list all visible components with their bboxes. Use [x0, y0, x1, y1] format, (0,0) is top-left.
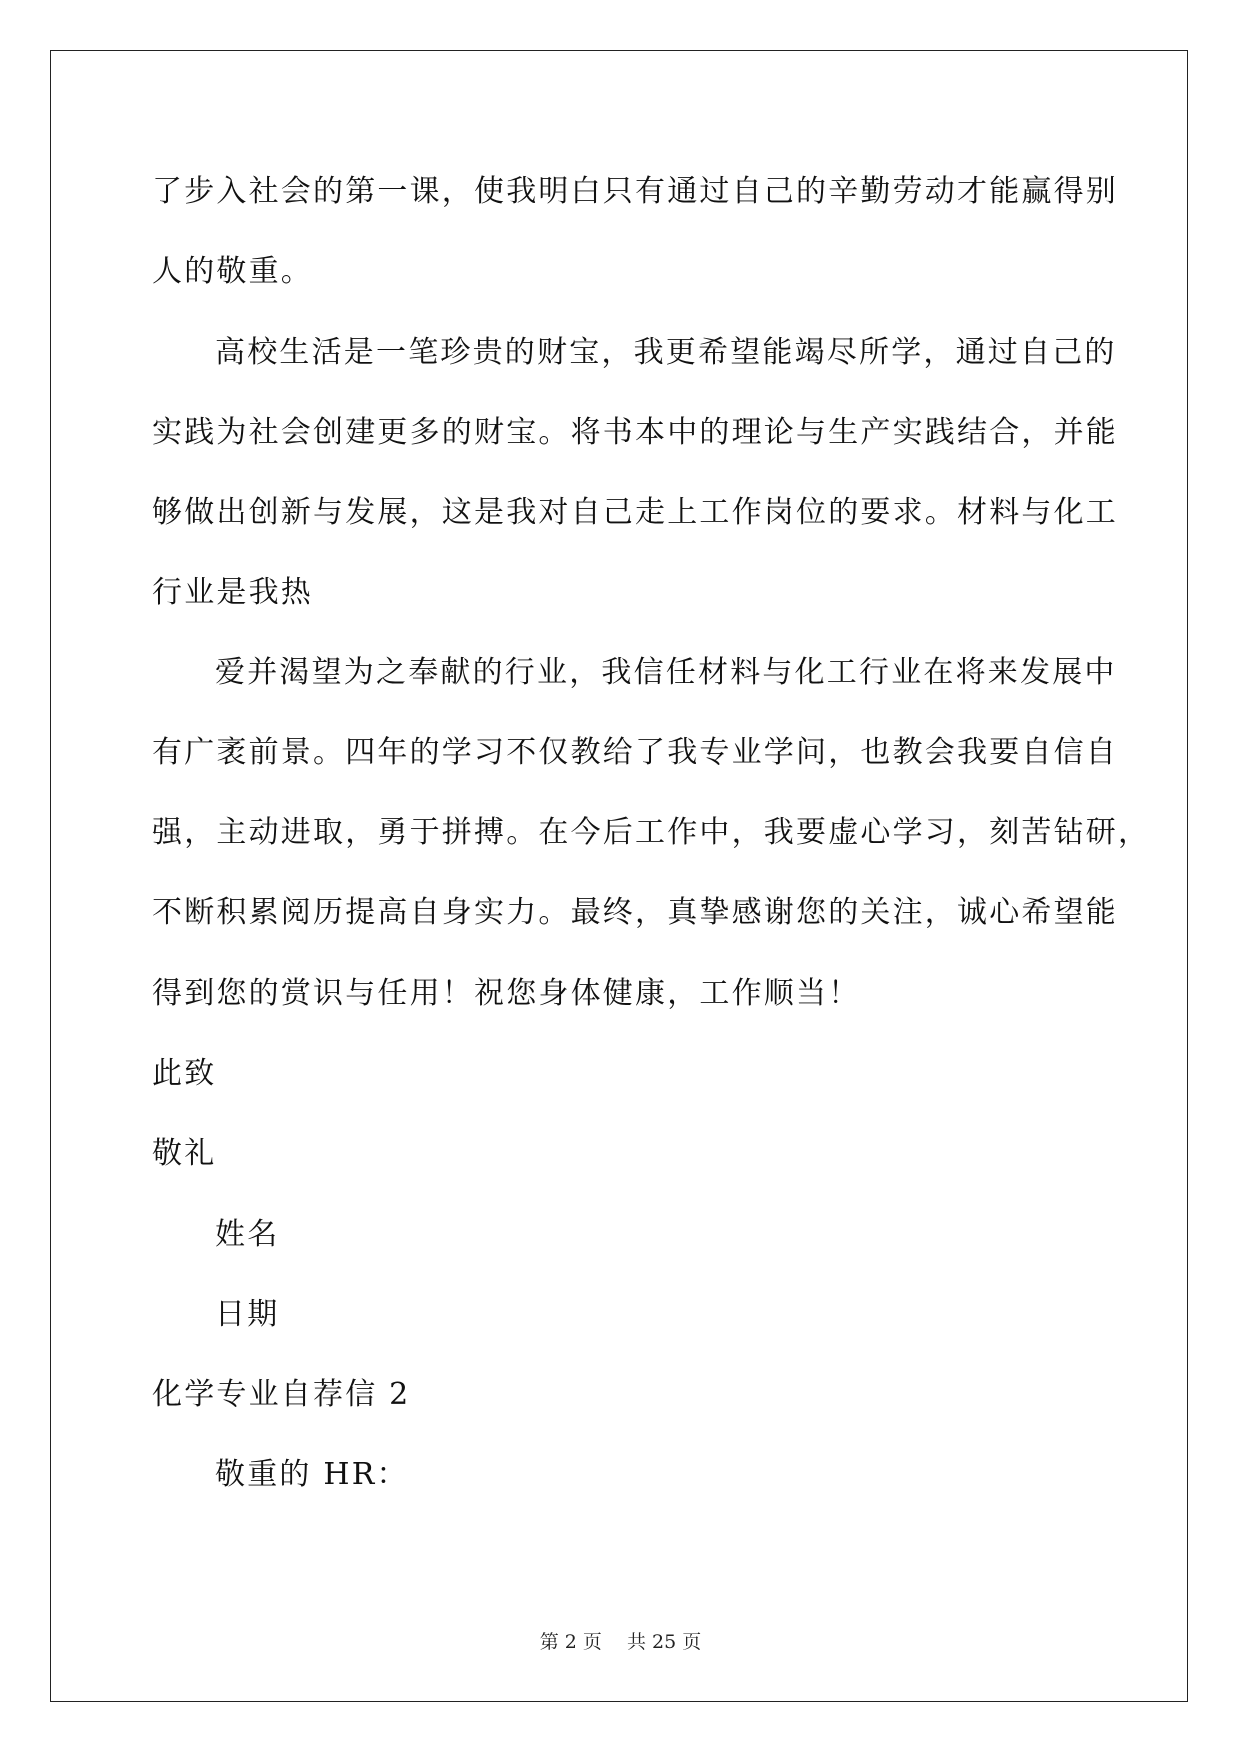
- body-text-line: 人的敬重。: [152, 254, 313, 289]
- body-text-line: 行业是我热: [152, 575, 313, 610]
- section-heading: 化学专业自荐信 2: [152, 1377, 411, 1412]
- page-number-footer: 第 2 页 共 25 页: [539, 1631, 702, 1653]
- body-text-line: 不断积累阅历提高自身实力。最终，真挚感谢您的关注，诚心希望能: [152, 895, 1118, 930]
- body-text-line: 有广袤前景。四年的学习不仅教给了我专业学问，也教会我要自信自: [152, 735, 1118, 770]
- signature-date: 日期: [215, 1297, 280, 1332]
- body-text-line: 够做出创新与发展，这是我对自己走上工作岗位的要求。材料与化工: [152, 495, 1118, 530]
- signature-name: 姓名: [215, 1217, 280, 1252]
- paragraph-start-line: 高校生活是一笔珍贵的财宝，我更希望能竭尽所学，通过自己的: [215, 335, 1117, 370]
- body-text-line: 实践为社会创建更多的财宝。将书本中的理论与生产实践结合，并能: [152, 415, 1118, 450]
- body-text-line: 得到您的赏识与任用！祝您身体健康，工作顺当！: [152, 976, 861, 1011]
- paragraph-start-line: 爱并渴望为之奉献的行业，我信任材料与化工行业在将来发展中: [215, 655, 1117, 690]
- closing-salutation: 敬礼: [152, 1136, 217, 1171]
- body-text-line: 了步入社会的第一课，使我明白只有通过自己的辛勤劳动才能赢得别: [152, 174, 1118, 209]
- body-text-line: 强，主动进取，勇于拼搏。在今后工作中，我要虚心学习，刻苦钻研，: [152, 815, 1151, 850]
- greeting-line: 敬重的 HR：: [215, 1457, 409, 1492]
- closing-phrase: 此致: [152, 1056, 217, 1091]
